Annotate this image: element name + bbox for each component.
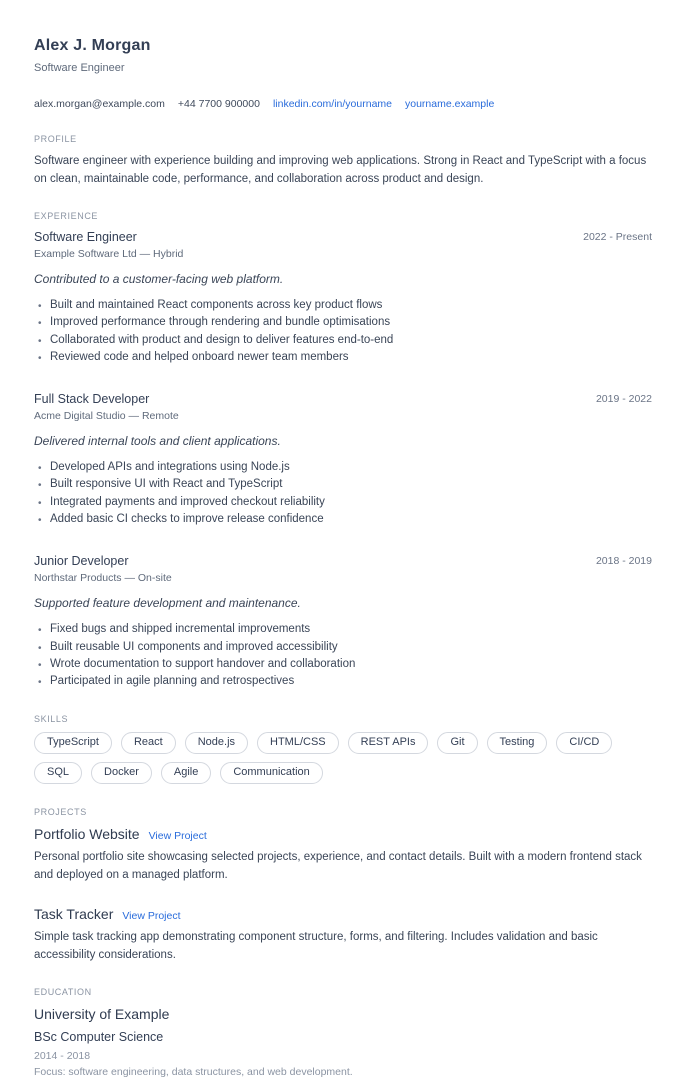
person-title: Software Engineer: [34, 62, 125, 74]
project-description: Personal portfolio site showcasing selected projects, experience, and contact details. Built with a modern frontend stack and deployed on a managed platform.: [34, 850, 642, 881]
profile-section-label: PROFILE: [34, 134, 77, 144]
job-bullet: • Reviewed code and helped onboard newer team members: [34, 349, 652, 366]
job-company: Northstar Products — On-site: [34, 572, 172, 585]
projects-section-label: PROJECTS: [34, 806, 87, 817]
job-header: [34, 553, 652, 585]
job-dates: 2018 - 2019: [595, 555, 652, 568]
job-bullet: • Built responsive UI with React and TypeScript: [34, 476, 652, 493]
job-bullet-list: [34, 297, 652, 366]
job-summary: Contributed to a customer-facing web platform.: [34, 272, 284, 286]
skill-pill: Agile: [161, 762, 211, 784]
contact-linkedin-link[interactable]: linkedin.com/in/yourname: [272, 98, 392, 110]
job-summary: Supported feature development and maintenance.: [34, 596, 301, 611]
job-bullet: • Collaborated with product and design to deliver features end-to-end: [34, 332, 652, 349]
skill-pill: Communication: [220, 762, 322, 784]
job-title: Junior Developer: [34, 554, 129, 569]
skill-pill: SQL: [34, 762, 82, 784]
job-header: [34, 391, 652, 423]
job-dates: 2019 - 2022: [595, 393, 652, 406]
project-view-link[interactable]: View Project: [122, 909, 181, 922]
skill-pill: Node.js: [185, 732, 248, 754]
experience-section-label: EXPERIENCE: [34, 211, 99, 221]
education-section: [34, 987, 652, 1079]
job-dates: 2022 - Present: [583, 231, 652, 243]
skill-pill: CI/CD: [556, 732, 612, 754]
project-title: Task Tracker: [34, 905, 114, 922]
contact-website-link[interactable]: yourname.example: [405, 98, 495, 110]
skill-pill: Git: [437, 732, 477, 754]
skill-pill: REST APIs: [348, 732, 429, 754]
job-bullet: • Added basic CI checks to improve release confidence: [34, 511, 652, 528]
contact-row: [34, 98, 652, 111]
project-header: [34, 905, 652, 923]
job-summary: Delivered internal tools and client applications.: [34, 434, 281, 449]
education-school: University of Example: [34, 1005, 170, 1022]
job-company: Example Software Ltd — Hybrid: [34, 248, 184, 260]
job-bullet-list: [34, 621, 652, 690]
skill-pill: Testing: [487, 732, 548, 754]
job-bullet: • Improved performance through rendering and bundle optimisations: [34, 314, 652, 331]
project-description: Simple task tracking app demonstrating component structure, forms, and filtering. Includes validation and basic accessibility considerations.: [34, 930, 598, 961]
resume-header: [34, 36, 652, 111]
education-section-label: EDUCATION: [34, 986, 92, 997]
skill-pill: React: [121, 732, 176, 754]
project-view-link[interactable]: View Project: [148, 829, 207, 842]
job-bullet: • Built and maintained React components across key product flows: [34, 297, 652, 314]
experience-section: [34, 211, 652, 691]
profile-section: [34, 134, 652, 188]
job-company: Acme Digital Studio — Remote: [34, 410, 179, 423]
job-bullet: • Integrated payments and improved checkout reliability: [34, 494, 652, 511]
person-name: Alex J. Morgan: [34, 37, 151, 54]
job-entry: [34, 229, 652, 366]
skill-pill: TypeScript: [34, 732, 112, 754]
job-title-group: [34, 391, 179, 423]
education-focus: Focus: software engineering, data structures, and web development.: [34, 1065, 353, 1078]
projects-section: [34, 807, 652, 964]
job-title-group: [34, 229, 183, 261]
project-header: [34, 825, 652, 843]
project-title: Portfolio Website: [34, 825, 140, 842]
contact-phone: +44 7700 900000: [177, 98, 260, 110]
job-entry: [34, 553, 652, 690]
skills-section-label: SKILLS: [34, 713, 69, 724]
skill-pill: HTML/CSS: [257, 732, 339, 754]
job-header: [34, 229, 652, 261]
job-title-group: [34, 553, 172, 585]
skills-pill-list: [34, 732, 652, 784]
profile-text: Software engineer with experience building and improving web applications. Strong in React and TypeScript with a focus on clean, maintainable code, performance, and collaboration across product and design.: [34, 155, 647, 185]
job-entry: [34, 391, 652, 528]
job-bullet: • Built reusable UI components and improved accessibility: [34, 639, 652, 656]
education-degree: BSc Computer Science: [34, 1029, 164, 1044]
job-bullet: • Wrote documentation to support handover and collaboration: [34, 656, 652, 673]
job-bullet: • Fixed bugs and shipped incremental improvements: [34, 621, 652, 638]
job-title: Software Engineer: [34, 230, 137, 244]
skill-pill: Docker: [91, 762, 152, 784]
job-bullet-list: [34, 459, 652, 528]
job-bullet: • Participated in agile planning and retrospectives: [34, 673, 652, 690]
skills-section: [34, 714, 652, 784]
project-entry: [34, 825, 652, 884]
contact-email: alex.morgan@example.com: [34, 98, 165, 110]
job-bullet: • Developed APIs and integrations using Node.js: [34, 459, 652, 476]
job-title: Full Stack Developer: [34, 392, 150, 407]
education-dates: 2014 - 2018: [34, 1049, 91, 1062]
project-entry: [34, 905, 652, 964]
